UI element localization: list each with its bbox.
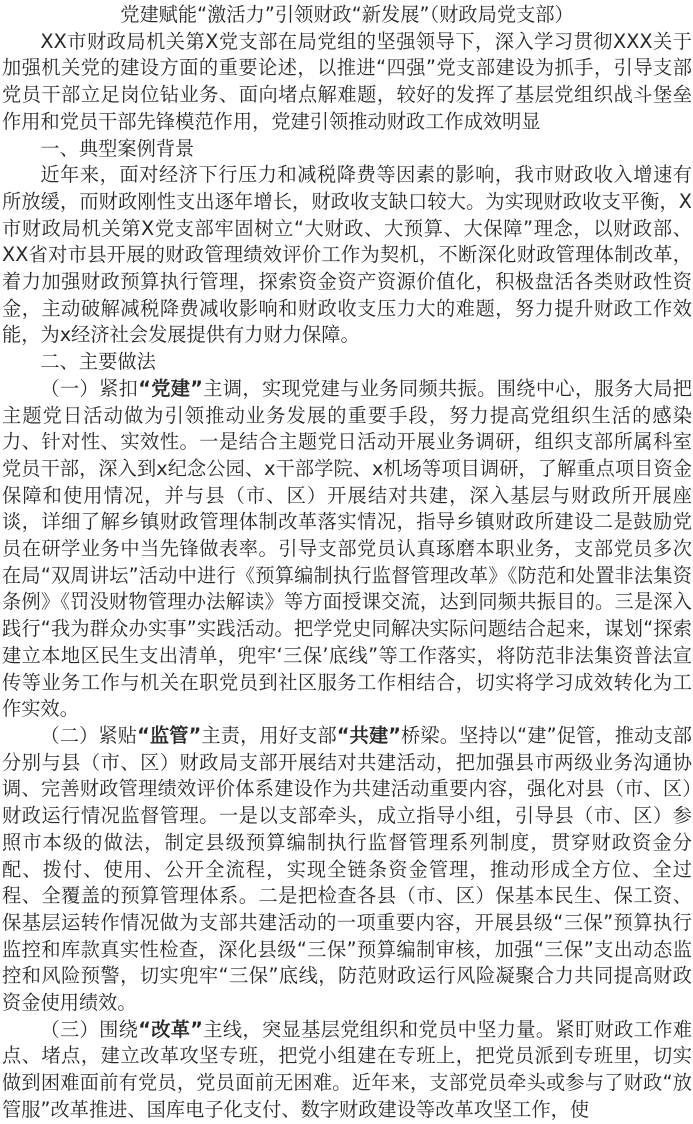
practice-item-2	[0, 723, 693, 1017]
practice-item-2-prefix: （二）紧贴	[40, 723, 138, 747]
practice-item-1-prefix: （一）紧扣	[40, 376, 139, 400]
intro-paragraph: XX市财政局机关第X党支部在局党组的坚强领导下，深入学习贯彻XXX关于加强机关党的建设方面的重要论述，以推进“四强”党支部建设为抓手，引导支部党员干部立足岗位钻业务、面向堵点解难题，较好的发挥了基层党组织战斗堡垒作用和党员干部先锋模范作用，党建引领推动财政工作成效明显	[2, 29, 692, 133]
practice-item-1	[0, 376, 693, 723]
practice-item-1-keyword: “党建”	[138, 376, 203, 400]
practice-item-1-body: 主调，实现党建与业务同频共振。围绕中心，服务大局把主题党日活动做为引领推动业务发展的重要手段，努力提高党组织生活的感染力、针对性、实效性。一是结合主题党日活动开展业务调研，组织支部所属科室党员干部，深入到x纪念公园、x干部学院、x机场等项目调研，了解重点项目资金保障和使用情况，并与县（市、区）开展结对共建，深入基层与财政所开展座谈，详细了解乡镇财政管理体制改革落实情况，指导乡镇财政所建设二是鼓励党员在研学业务中当先锋做表率。引导支部党员认真琢磨本职业务，支部党员多次在局“双周讲坛”活动中进行《预算编制执行监督管理改革》《防范和处置非法集资条例》《罚没财物管理办法解读》等方面授课交流，达到同频共振目的。三是深入践行“我为群众办实事”实践活动。把学党史同解决实际问题结合起来，谋划“探索建立本地区民生支出清单，兜牢‘三保’底线”等工作落实，将防范非法集资普法宣传等业务工作与机关在职党员到社区服务工作相结合，切实将学习成效转化为工作实效。	[2, 376, 693, 721]
practice-item-2-keyword: “监管”	[137, 723, 202, 747]
practice-item-3-body: 主线，突显基层党组织和党员中坚力量。紧盯财政工作难点、堵点，建立改革攻坚专班，把党小组建在专班上，把党员派到专班里，切实做到困难面前有党员，党员面前无困难。近年来，支部党员牵头或参与了财政“放管服”改革推进、国库电子化支付、数字财政建设等改革攻坚工作，使	[2, 1017, 693, 1121]
practice-item-3-keyword: “改革”	[138, 1017, 203, 1041]
background-paragraph: 近年来，面对经济下行压力和减税降费等因素的影响，我市财政收入增速有所放缓，而财政刚性支出逐年增长，财政收支缺口较大。为实现财政收支平衡，X市财政局机关第X党支部牢固树立“大财政、大预算、大保障”理念，以财政部、XX省对市县开展的财政管理绩效评价工作为契机，不断深化财政管理体制改革，着力加强财政预算执行管理，探索资金资产资源价值化，积极盘活各类财政性资金，主动破解减税降费减收影响和财政收支压力大的难题，努力提升财政工作效能，为x经济社会发展提供有力财力保障。	[2, 163, 692, 347]
document-title: 党建赋能“激活力”引领财政“新发展”（财政局党支部）	[120, 3, 574, 26]
practice-item-2-mid: 主责，用好支部	[201, 723, 337, 747]
practice-item-2-keyword-2: “共建”	[336, 723, 401, 747]
practice-item-2-body: 桥梁。坚持以“建”促管，推动支部分别与县（市、区）财政局支部开展结对共建活动，把加强县市两级业务沟通协调、完善财政管理绩效评价体系建设作为共建活动重要内容，强化对县（市、区）财政运行情况监督管理。一是以支部牵头，成立指导小组，引导县（市、区）参照市本级的做法，制定县级预算编制执行监督管理系列制度，贯穿财政资金分配、拨付、使用、公开全流程，实现全链条资金管理，推动形成全方位、全过程、全覆盖的预算管理体系。二是把检查各县（市、区）保基本民生、保工资、保基层运转作情况做为支部共建活动的一项重要内容，开展县级“三保”预算执行监控和库款真实性检查，深化县级“三保”预算编制审核，加强“三保”支出动态监控和风险预警，切实兜牢“三保”底线，防范财政运行风险凝聚合力共同提高财政资金使用绩效。	[2, 723, 693, 1015]
practice-item-3	[0, 1017, 693, 1124]
section-heading-background: 一、典型案例背景	[40, 136, 195, 160]
section-heading-practices: 二、主要做法	[40, 350, 156, 374]
practice-item-3-prefix: （三）围绕	[40, 1017, 139, 1041]
